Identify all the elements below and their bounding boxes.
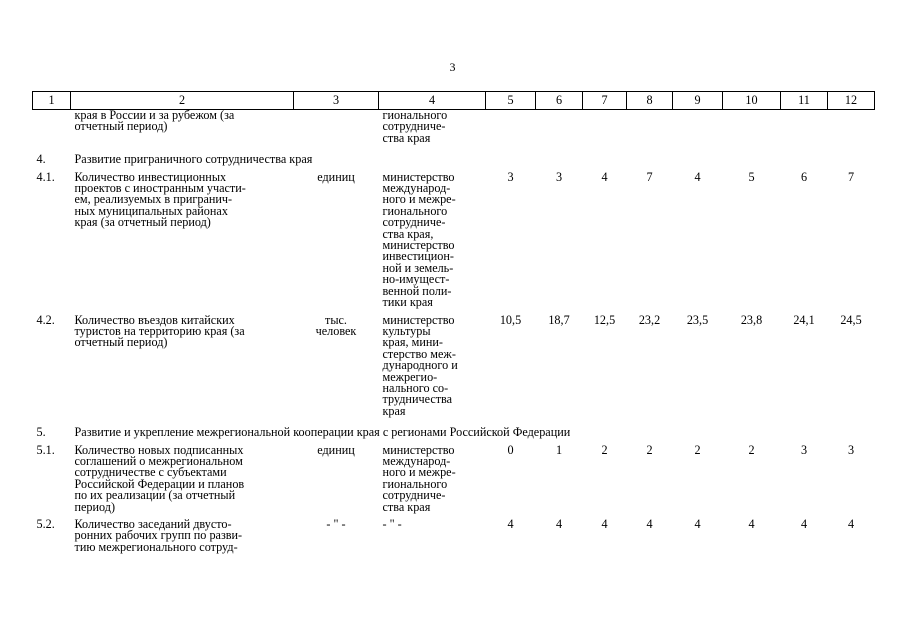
value-cell: 2 [748,442,755,457]
value-cell [723,110,781,151]
responsible-cell: министерство культуры края, мини- стерство меж- дународного и межрегио- нального со- трудничества края [382,312,458,418]
value-cell: 3 [847,442,855,457]
indicator-name: края в России и за рубежом (за отчетный период) [74,108,235,134]
value-cell: 23,5 [686,312,709,327]
table-row [33,172,875,315]
section-title: Развитие и укрепление межрегиональной кооперации края с регионами Российской Федерации [74,425,571,440]
value-cell: 4 [601,517,608,531]
value-cell: 23,8 [740,312,763,327]
header-cell: 10 [723,92,781,110]
unit-cell: - " - [326,517,346,531]
value-cell: 4 [748,517,755,531]
unit-cell [294,110,379,151]
value-cell: 10,5 [499,312,522,327]
value-cell: 3 [507,169,514,184]
value-cell [627,110,673,151]
header-cell: 9 [673,92,723,110]
row-number: 5.2. [36,517,55,531]
header-cell: 3 [294,92,379,110]
header-cell: 5 [486,92,536,110]
value-cell [486,110,536,151]
responsible-cell: - " - [382,517,402,531]
table-row [33,110,875,151]
responsible-cell: министерство международ- ного и межре- гионального сотрудниче- ства края, министерство инвестицион- ной и земель- но-имущест- венной поли- тики края [382,169,456,310]
value-cell [781,110,828,151]
value-cell: 5 [748,169,755,184]
value-cell: 2 [646,442,653,457]
section-number: 4. [36,152,46,167]
value-cell: 4 [694,517,701,531]
header-cell: 2 [71,92,294,110]
unit-cell: единиц [317,442,355,457]
value-cell: 1 [555,442,563,457]
table-row [33,315,875,424]
page-number: 3 [449,60,456,74]
unit-cell: единиц [317,169,355,184]
value-cell: 24,5 [840,312,862,327]
indicator-name: Количество инвестиционных проектов с иностранным участи- ем, реализуемых в пригранич- ных муниципальных районах края (за отчетный период) [74,169,246,230]
value-cell: 2 [601,442,608,457]
header-cell: 7 [583,92,627,110]
row-number: 5.1. [36,442,55,457]
value-cell: 3 [555,169,563,184]
row-number: 4.1. [36,169,55,184]
unit-cell: тыс. человек [315,312,357,338]
value-cell: 3 [800,442,808,457]
section-number: 5. [36,425,46,440]
section-row [33,150,875,171]
responsible-cell: министерство международ- ного и межре- гионального сотрудниче- ства края [382,442,456,514]
value-cell: 23,2 [638,312,661,327]
value-cell: 24,1 [793,312,815,327]
header-cell: 8 [627,92,673,110]
table-row [33,445,875,519]
indicator-name: Количество въездов китайских туристов на территорию края (за отчетный период) [74,312,245,350]
table-row [33,519,875,559]
header-cell: 1 [33,92,71,110]
value-cell: 7 [847,169,855,184]
section-row [33,423,875,444]
value-cell: 6 [800,169,808,184]
header-cell: 4 [379,92,486,110]
value-cell: 12,5 [593,312,616,327]
row-number [33,110,71,151]
row-number: 4.2. [36,312,55,327]
value-cell: 0 [507,442,514,457]
header-cell: 11 [781,92,828,110]
value-cell [673,110,723,151]
value-cell [583,110,627,151]
value-cell: 4 [847,517,855,531]
indicators-table [32,91,875,559]
value-cell: 4 [646,517,653,531]
value-cell: 4 [800,517,808,531]
header-cell: 6 [536,92,583,110]
value-cell: 4 [601,169,608,184]
value-cell: 4 [555,517,563,531]
value-cell: 2 [694,442,701,457]
value-cell: 18,7 [548,312,570,327]
value-cell [536,110,583,151]
value-cell: 7 [646,169,653,184]
value-cell: 4 [694,169,701,184]
table-header-row [33,92,875,110]
value-cell: 4 [507,517,514,531]
responsible-cell: гионального сотрудниче- ства края [382,108,448,145]
indicator-name: Количество заседаний двусто- ронних рабочих групп по разви- тию межрегионального сотруд- [74,517,243,554]
indicator-name: Количество новых подписанных соглашений о межрегиональном сотрудничестве с субъектами Российской Федерации и планов по их реализации (за отчетный период) [74,442,245,514]
header-cell: 12 [828,92,875,110]
section-title: Развитие приграничного сотрудничества края [74,152,313,167]
value-cell [828,110,875,151]
